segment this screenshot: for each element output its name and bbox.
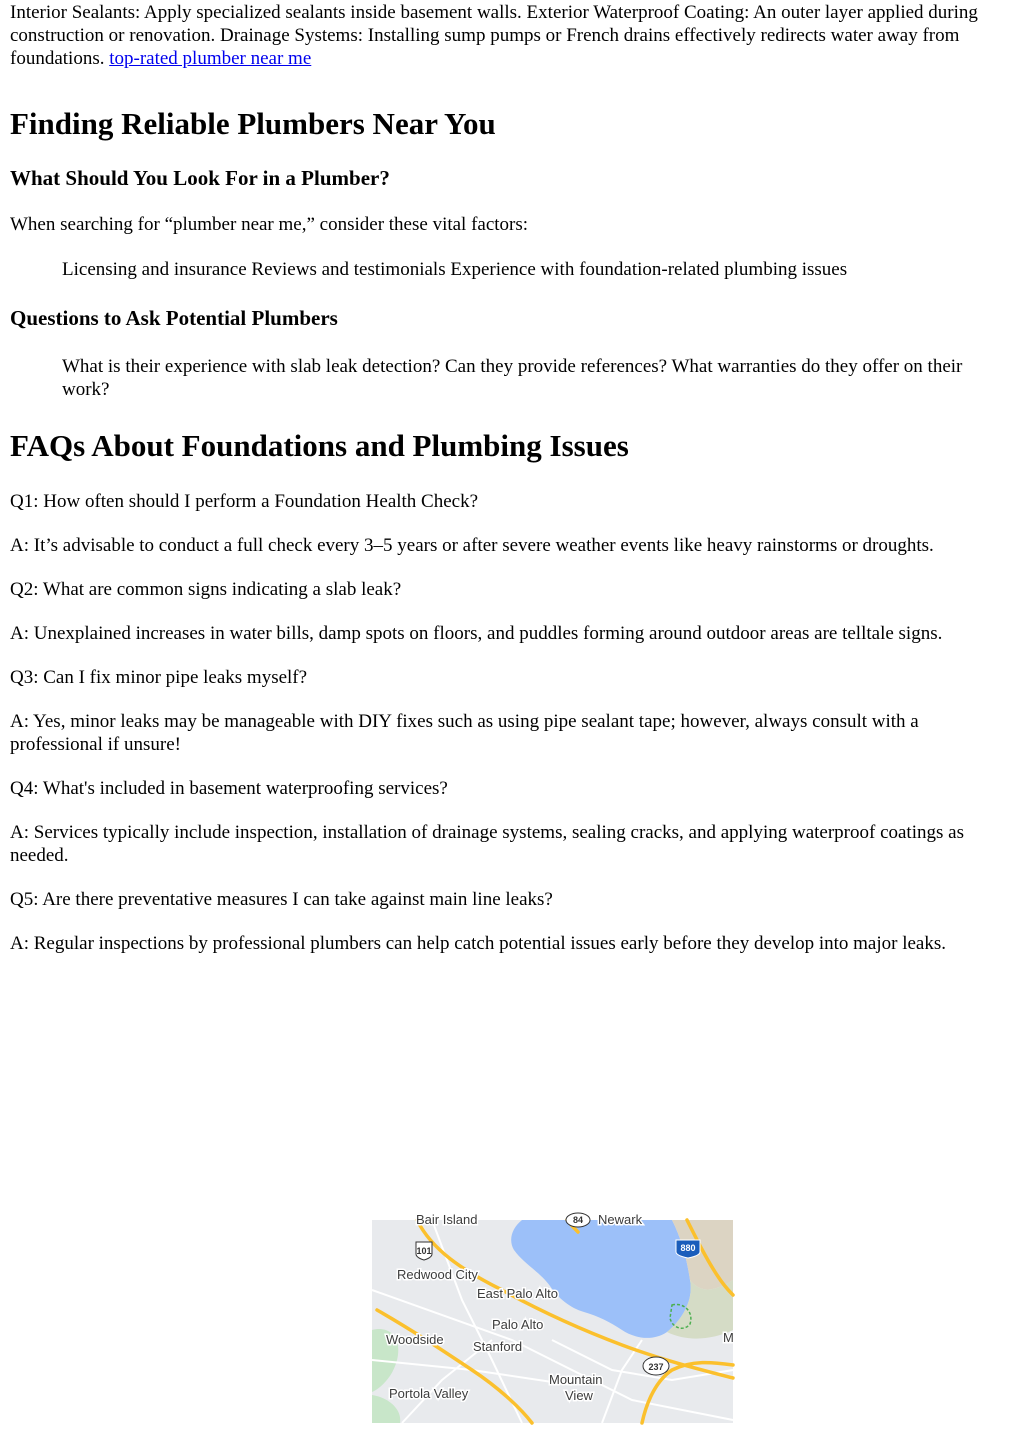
map-label-portola-valley: Portola Valley bbox=[389, 1386, 469, 1401]
faq-answer: A: Yes, minor leaks may be manageable with DIY fixes such as using pipe sealant tape; however, always consult with a professional if unsure! bbox=[10, 711, 919, 755]
faq-answer: A: It’s advisable to conduct a full check every 3–5 years or after severe weather events like heavy rainstorms or droughts. bbox=[10, 535, 934, 556]
faq-answer: A: Services typically include inspection, installation of drainage systems, sealing cracks, and applying waterproof coatings as needed. bbox=[10, 822, 964, 866]
map-label-newark: Newark bbox=[598, 1212, 643, 1227]
highway-shield-237 bbox=[643, 1357, 669, 1375]
section-heading-faqs: FAQs About Foundations and Plumbing Issues bbox=[10, 428, 629, 463]
intro-text: Interior Sealants: Apply specialized sealants inside basement walls. Exterior Waterproof Coating: An outer layer applied during construction or renovation. Drainage Systems: Installing sump pumps or French drains effectively redirects water away from foundations. bbox=[10, 2, 978, 69]
section-heading-finding-plumbers: Finding Reliable Plumbers Near You bbox=[10, 106, 496, 141]
faq-list bbox=[10, 490, 1014, 955]
shield-label: 237 bbox=[648, 1362, 664, 1372]
intro-paragraph bbox=[10, 0, 1014, 70]
lead-paragraph: When searching for “plumber near me,” consider these vital factors: bbox=[10, 214, 529, 235]
map-label-stanford: Stanford bbox=[473, 1339, 523, 1354]
highway-shield-101 bbox=[416, 1242, 432, 1260]
shield-label: 880 bbox=[680, 1243, 696, 1253]
subheading-what-to-look-for: What Should You Look For in a Plumber? bbox=[10, 166, 390, 190]
shield-label: 101 bbox=[416, 1246, 432, 1256]
subheading-questions-to-ask: Questions to Ask Potential Plumbers bbox=[10, 306, 338, 330]
map-label-bair-island: Bair Island bbox=[416, 1212, 478, 1227]
faq-question: Q4: What's included in basement waterproofing services? bbox=[10, 778, 448, 799]
faq-answer: A: Unexplained increases in water bills, damp spots on floors, and puddles forming around outdoor areas are telltale signs. bbox=[10, 623, 943, 644]
faq-question: Q2: What are common signs indicating a slab leak? bbox=[10, 579, 402, 600]
map-label-palo-alto: Palo Alto bbox=[492, 1317, 544, 1332]
highway-shield-880 bbox=[676, 1240, 700, 1258]
map-label-view: View bbox=[565, 1388, 593, 1403]
map-label-edge: M bbox=[723, 1330, 734, 1345]
faq-question: Q5: Are there preventative measures I can take against main line leaks? bbox=[10, 889, 553, 910]
factors-list: Licensing and insurance Reviews and testimonials Experience with foundation-related plumbing issues bbox=[62, 259, 848, 280]
faq-question: Q3: Can I fix minor pipe leaks myself? bbox=[10, 667, 308, 688]
highway-shield-84 bbox=[566, 1213, 590, 1227]
faq-question: Q1: How often should I perform a Foundation Health Check? bbox=[10, 491, 479, 512]
map-label-redwood-city: Redwood City bbox=[397, 1267, 478, 1282]
shield-label: 84 bbox=[572, 1215, 584, 1225]
embedded-map[interactable] bbox=[372, 1212, 734, 1423]
map-label-woodside: Woodside bbox=[386, 1332, 444, 1347]
map-label-east-palo-alto: East Palo Alto bbox=[477, 1286, 558, 1301]
top-rated-plumber-link[interactable]: top-rated plumber near me bbox=[109, 48, 312, 69]
map-label-mountain: Mountain bbox=[549, 1372, 603, 1387]
questions-list: What is their experience with slab leak detection? Can they provide references? What warranties do they offer on their work? bbox=[62, 356, 963, 400]
map-canvas[interactable] bbox=[372, 1212, 734, 1423]
faq-answer: A: Regular inspections by professional plumbers can help catch potential issues early before they develop into major leaks. bbox=[10, 933, 947, 954]
